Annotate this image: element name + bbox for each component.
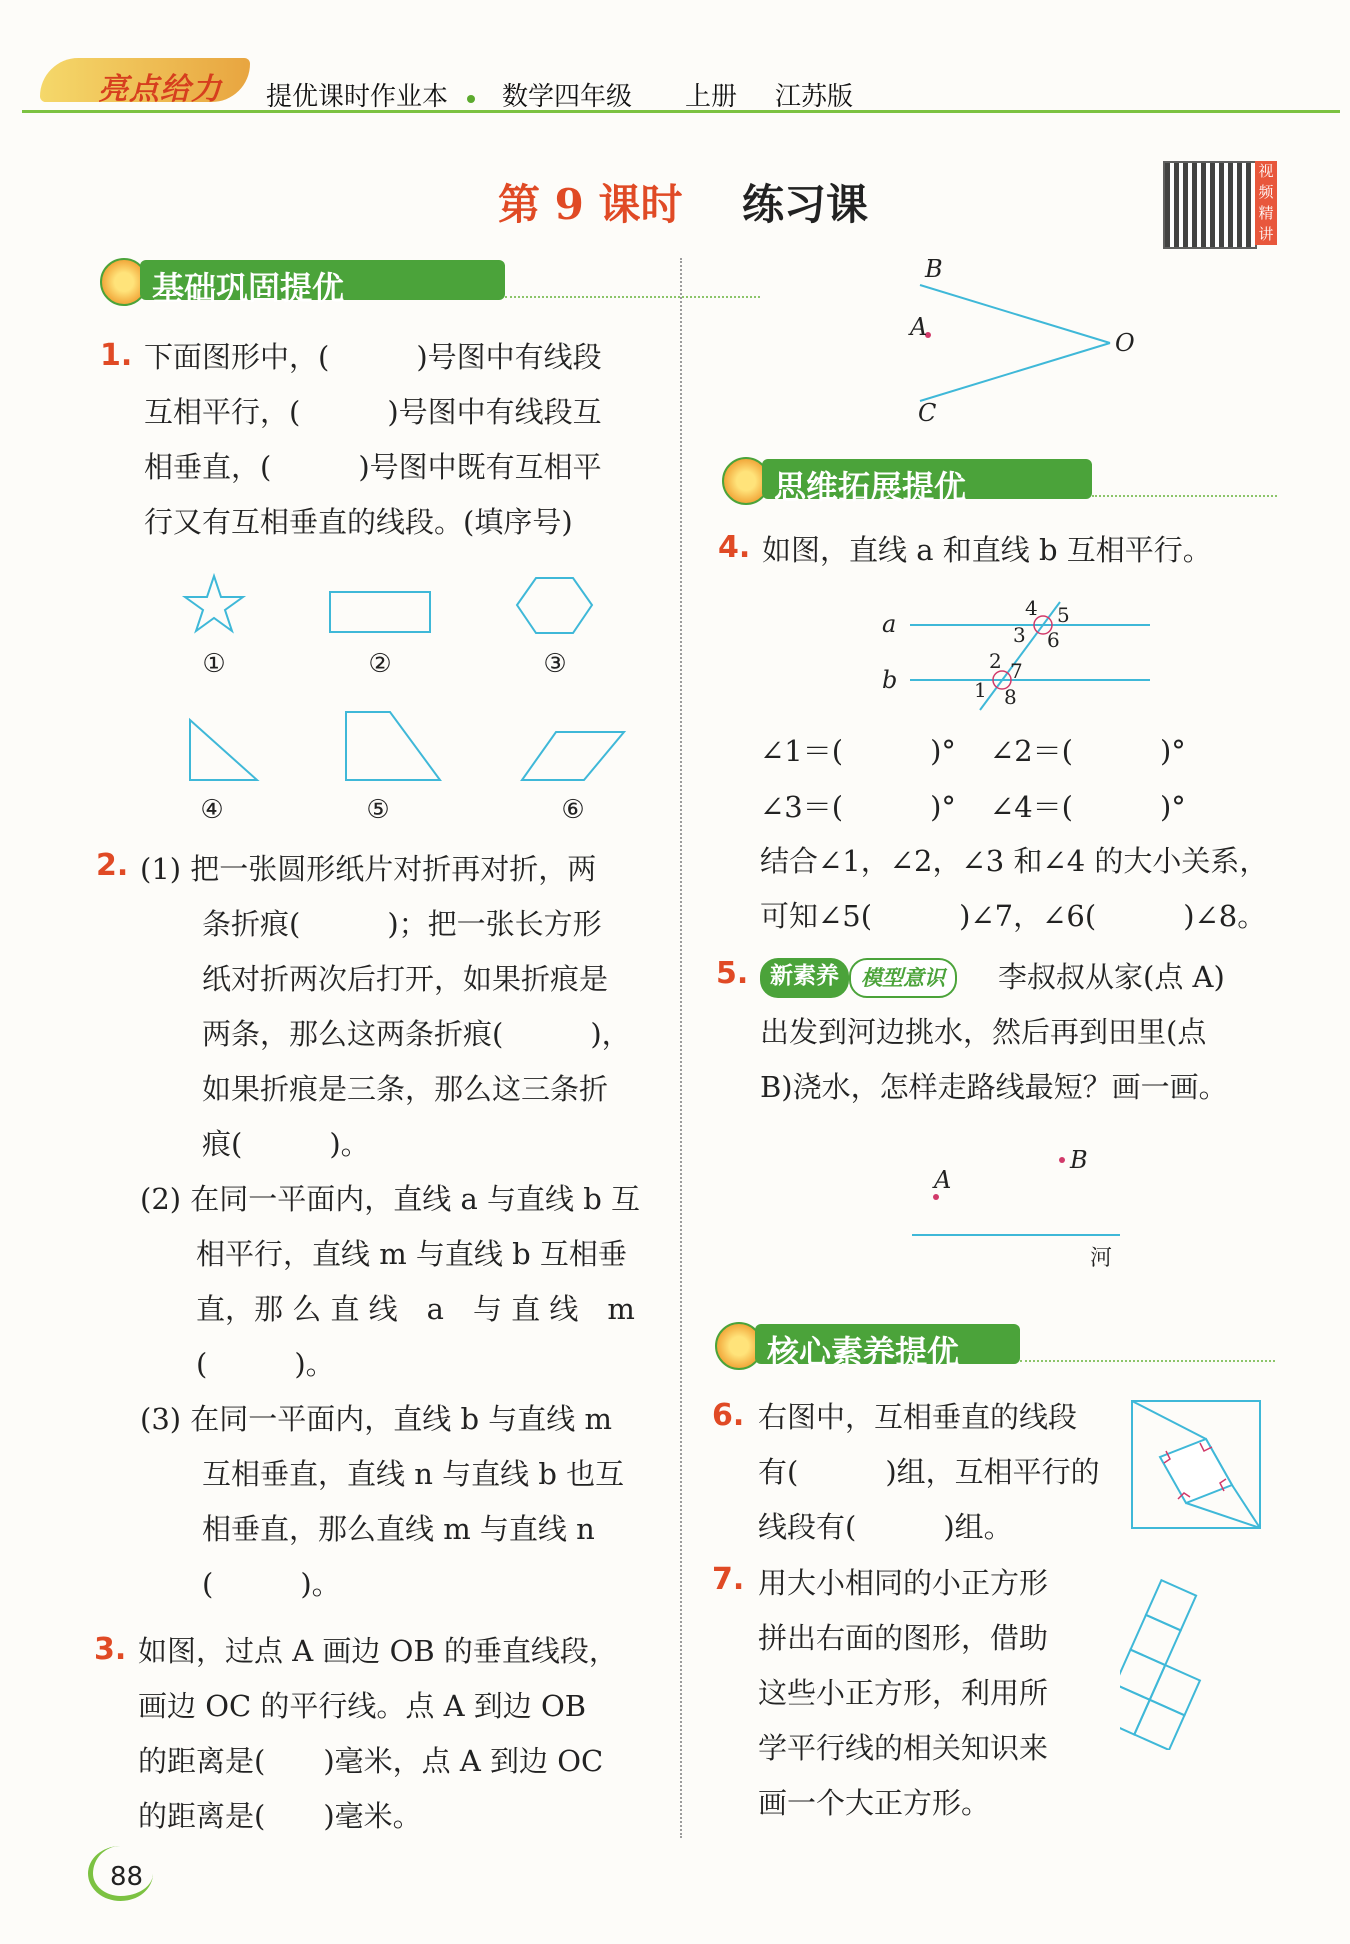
point-label: A [910, 313, 928, 341]
angle-label: 3 [1013, 623, 1026, 647]
question-number: 6. [712, 1398, 745, 1433]
question-number: 7. [712, 1562, 745, 1597]
point-label: A [934, 1166, 952, 1194]
angle-label: 5 [1057, 603, 1070, 627]
q4-angle-row-2: ∠3＝( )° ∠4＝( )° [760, 790, 1186, 824]
question-2-part-3: (3) 在同一平面内，直线 b 与直线 m 互相垂直，直线 n 与直线 b 也互 相垂直，那么直线 m 与直线 n ( )。 [140, 1402, 625, 1601]
question-number: 5. [716, 956, 749, 991]
q3-angle-figure [900, 255, 1160, 435]
question-5-line-1: 李叔叔从家(点 A) [998, 960, 1225, 994]
tag-model-awareness: 模型意识 [849, 958, 957, 998]
river-label: 河 [1090, 1246, 1113, 1271]
tag-new-literacy: 新素养 [760, 958, 849, 998]
q7-tilted-squares-figure [1120, 1560, 1280, 1750]
volume: 上册 [685, 82, 738, 112]
section-banner-core [715, 1320, 1275, 1371]
question-2-part-2: (2) 在同一平面内，直线 a 与直线 b 互 相平行，直线 m 与直线 b 互相垂 直，那 么 直 线 a 与 直 线 m ( )。 [140, 1182, 641, 1381]
point-b-dot [1059, 1157, 1065, 1163]
lesson-title: 练习课 [742, 180, 869, 229]
q4-angle-row-1: ∠1＝( )° ∠2＝( )° [760, 734, 1186, 768]
angle-label: 4 [1025, 596, 1038, 620]
question-5-text: 出发到河边挑水，然后再到田里(点 B)浇水，怎样走路线最短？画一画。 [760, 1015, 1228, 1104]
question-number: 2. [96, 848, 129, 883]
header-dot-icon [467, 95, 475, 103]
section-title: 思维拓展提优 [774, 468, 967, 506]
header-rule [22, 110, 1340, 113]
question-4-intro: 如图，直线 a 和直线 b 互相平行。 [762, 533, 1212, 567]
triangle-shape [190, 720, 257, 780]
figure-label: ⑥ [561, 795, 585, 825]
series-name: 提优课时作业本 [266, 82, 449, 112]
edition: 江苏版 [775, 82, 854, 112]
question-2-part-1: (1) 把一张圆形纸片对折再对折，两 条折痕( )；把一张长方形 纸对折两次后打开，如果折痕是 两条，那么这两条折痕( )， 如果折痕是三条，那么这三条折 痕( )。 [140, 852, 631, 1161]
q5-tags [760, 958, 957, 998]
point-label: C [918, 399, 937, 427]
question-7-text: 用大小相同的小正方形 拼出右面的图形，借助 这些小正方形，利用所 学平行线的相关知识来 画一个大正方形。 [758, 1566, 1049, 1820]
point-label: B [925, 255, 943, 283]
q6-square-figure [1128, 1395, 1266, 1535]
figure-label: ① [202, 649, 226, 679]
question-number: 1. [100, 338, 133, 373]
qr-code-icon[interactable] [1163, 161, 1257, 249]
section-title: 基础巩固提优 [152, 269, 345, 307]
figure-label: ④ [200, 795, 224, 825]
figure-label: ③ [543, 649, 567, 679]
lesson-number: 第 9 课时 [498, 180, 683, 229]
angle-label: 6 [1047, 628, 1060, 652]
parallelogram-shape [522, 732, 624, 780]
qr-label: 视频精讲 [1255, 161, 1277, 245]
section-title: 核心素养提优 [767, 1333, 960, 1371]
point-a-dot [933, 1194, 939, 1200]
line-label: b [882, 666, 898, 694]
line-label: a [882, 610, 897, 638]
angle-label: 1 [974, 678, 987, 702]
point-label: O [1115, 329, 1135, 357]
section-banner-basic [100, 256, 660, 307]
angle-label: 7 [1010, 659, 1023, 683]
question-4-text: 结合∠1，∠2，∠3 和∠4 的大小关系， 可知∠5( )∠7，∠6( )∠8。 [760, 844, 1269, 933]
point-label: B [1070, 1146, 1088, 1174]
rectangle-shape [330, 592, 430, 632]
question-number: 3. [94, 1632, 127, 1667]
page-number: 88 [110, 1862, 144, 1892]
angle-label: 8 [1004, 685, 1017, 709]
q1-figures [160, 560, 660, 830]
question-number: 4. [718, 530, 751, 565]
column-divider [680, 258, 682, 1838]
question-6-text: 右图中，互相垂直的线段 有( )组，互相平行的 线段有( )组。 [758, 1400, 1100, 1544]
hexagon-shape [517, 578, 592, 633]
star-shape [185, 576, 243, 631]
question-1-text: 下面图形中，( )号图中有线段 互相平行，( )号图中有线段互 相垂直，( )号图中既有互相平 行又有互相垂直的线段。(填序号) [144, 340, 602, 539]
subject-grade: 数学四年级 [502, 82, 633, 112]
figure-label: ② [368, 649, 392, 679]
angle-label: 2 [989, 649, 1002, 673]
trapezoid-shape [346, 712, 440, 780]
question-3-text: 如图，过点 A 画边 OB 的垂直线段， 画边 OC 的平行线。点 A 到边 OB 的距离是( )毫米，点 A 到边 OC 的距离是( )毫米。 [138, 1634, 618, 1833]
q4-parallel-lines-figure [870, 590, 1160, 720]
figure-label: ⑤ [366, 795, 390, 825]
section-banner-thinking [722, 455, 1282, 506]
q5-river-figure [900, 1140, 1140, 1280]
brand-name: 亮点给力 [98, 72, 222, 107]
